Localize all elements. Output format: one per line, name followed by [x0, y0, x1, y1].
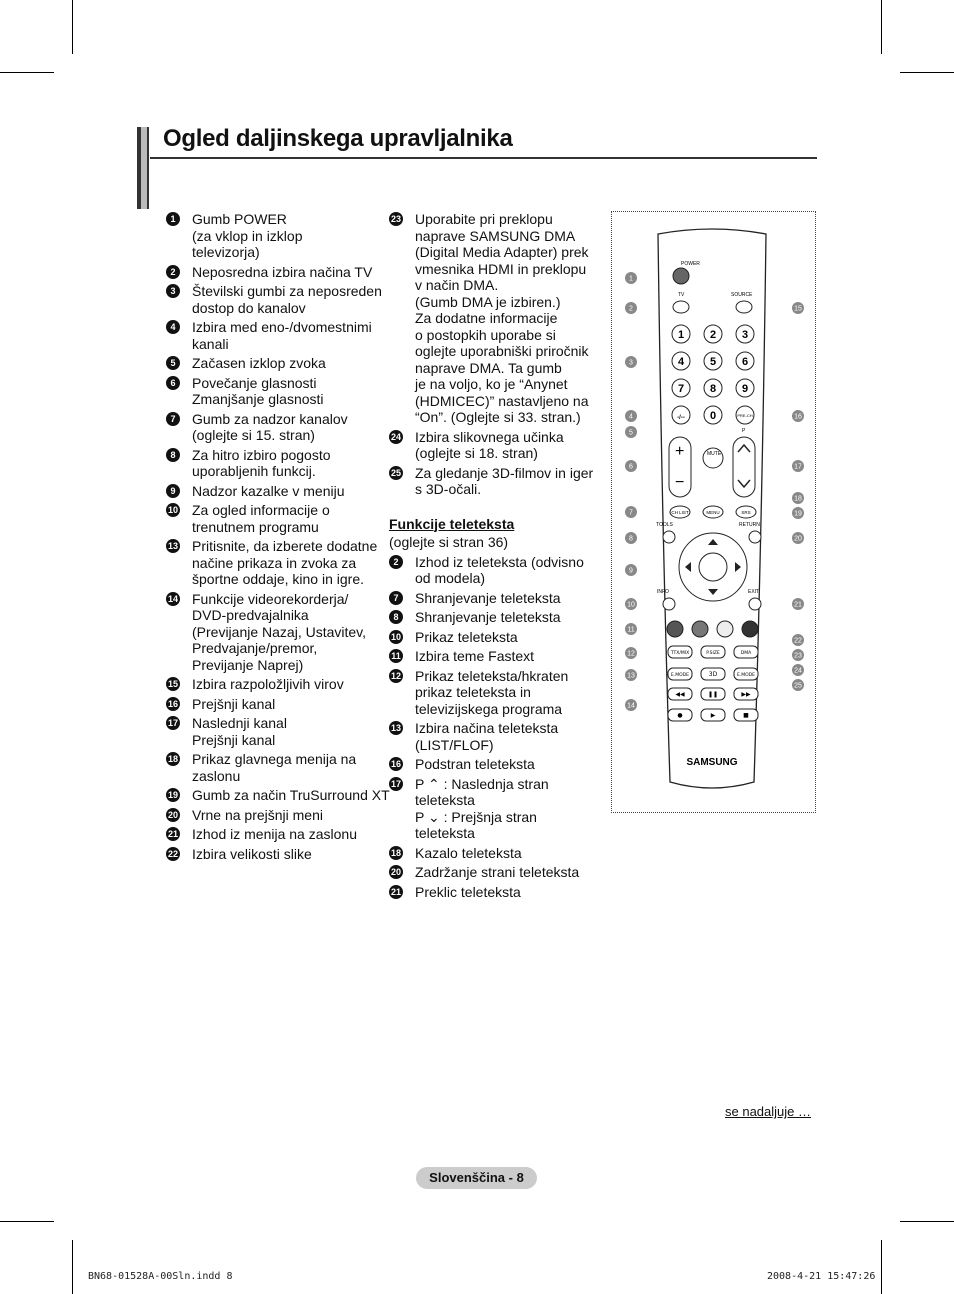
item-number-badge: 8 — [389, 610, 403, 624]
item-number-badge: 24 — [390, 431, 401, 442]
callout-number: 1 — [629, 275, 633, 283]
footer-timestamp: 2008-4-21 15:47:26 — [767, 1271, 876, 1282]
list-item — [389, 864, 604, 881]
mute-label: MUTE — [707, 451, 722, 457]
volume-up-icon: + — [675, 443, 685, 460]
item-number-badge: 2 — [166, 265, 180, 279]
item-number-badge: 9 — [166, 484, 180, 498]
item-text-line: (za vklop in izklop — [192, 227, 303, 244]
info-label: INFO — [657, 589, 669, 595]
callout-number: 8 — [629, 535, 633, 543]
function-label: ■ — [743, 712, 749, 719]
callout-number: 17 — [794, 463, 802, 471]
menu-button-row — [670, 506, 756, 518]
item-text-line: Za dodatne informacije — [415, 310, 558, 326]
crop-mark — [0, 72, 54, 73]
callout-number: 12 — [627, 650, 635, 658]
item-number-badge: 20 — [390, 867, 401, 877]
item-text-line: (HDMICEC)” nastavljeno na — [415, 392, 589, 409]
tv-label: TV — [678, 292, 685, 298]
item-number-badge: 14 — [167, 593, 178, 604]
list-item — [166, 696, 381, 713]
digit-label: 7 — [677, 383, 685, 395]
digit-label: -/-- — [677, 415, 685, 421]
prech-label: PRE-CH — [737, 413, 753, 418]
function-label: ❚❚ — [707, 691, 719, 698]
callout-number: 19 — [794, 510, 802, 518]
volume-down-icon: − — [675, 474, 685, 491]
color-button-red — [667, 621, 683, 637]
item-text-line: Izbira med eno-/dvomestnimi — [192, 319, 372, 335]
digit-label: 1 — [677, 329, 685, 341]
list-item — [166, 846, 381, 863]
callout-number: 9 — [629, 567, 633, 575]
item-number-badge: 13 — [167, 541, 178, 551]
item-text-line: uporabljenih funkcij. — [192, 463, 316, 479]
color-button-yellow — [717, 621, 733, 637]
item-number-badge: 18 — [167, 754, 178, 764]
item-text-line: zaslonu — [192, 767, 241, 784]
callout-number: 23 — [794, 652, 802, 660]
list-item — [166, 715, 381, 748]
item-text-line: televizijskega programa — [415, 700, 563, 717]
item-text-line: Povečanje glasnosti — [192, 374, 317, 391]
item-text-line: Gumb za način TruSurround XT — [192, 787, 390, 803]
function-label: ▶▶ — [741, 691, 751, 698]
item-text-line: (Digital Media Adapter) prek — [415, 244, 589, 260]
item-text-line: Prikaz teleteksta — [415, 628, 518, 645]
item-text-line: Izhod iz teleteksta (odvisno — [415, 553, 584, 570]
callout-number: 16 — [794, 413, 802, 421]
item-text-line: Podstran teleteksta — [415, 756, 535, 772]
item-text-line: kanali — [192, 335, 229, 352]
item-text-line: Za hitro izbiro pogosto — [192, 446, 331, 463]
list-item — [166, 264, 381, 281]
continues-link: se nadaljuje … — [725, 1104, 811, 1119]
item-number-badge: 20 — [167, 809, 178, 820]
item-number-badge: 4 — [166, 320, 180, 334]
item-text-line: televizorja) — [192, 244, 260, 260]
callout-number: 13 — [627, 672, 635, 680]
list-item — [166, 826, 381, 843]
callout-number: 18 — [794, 495, 802, 503]
item-text-line: (Gumb DMA je izbiren.) — [415, 293, 561, 310]
item-text-line: Kazalo teleteksta — [415, 844, 522, 861]
crop-mark — [72, 1240, 73, 1294]
item-text-line: Številski gumbi za neposreden — [192, 283, 382, 299]
digit-label: 2 — [709, 329, 717, 341]
power-label: POWER — [681, 261, 700, 267]
callout-number: 14 — [627, 702, 635, 710]
item-number-badge: 22 — [167, 848, 178, 859]
item-text-line: Zmanjšanje glasnosti — [192, 391, 324, 407]
item-text-line: “On”. (Oglejte si 33. stran.) — [415, 409, 581, 425]
tools-button — [663, 531, 675, 543]
list-item — [166, 676, 381, 693]
item-text-line: Izbira razpoložljivih virov — [192, 676, 344, 692]
item-text-line: Vrne na prejšnji meni — [192, 806, 323, 823]
item-text-line: Uporabite pri preklopu — [415, 211, 553, 227]
enter-button — [699, 553, 727, 581]
item-text-line: Gumb za nadzor kanalov — [192, 410, 348, 427]
item-number-badge: 23 — [390, 214, 401, 224]
function-label: DMA — [740, 651, 752, 656]
list-item — [389, 648, 604, 665]
item-text-line: Za ogled informacije o — [192, 502, 330, 518]
digit-label: 3 — [741, 329, 749, 341]
item-text-line: (LIST/FLOF) — [415, 736, 494, 753]
item-text-line: DVD-predvajalnika — [192, 607, 309, 623]
crop-mark — [900, 1221, 954, 1222]
middle-column — [389, 211, 604, 903]
item-number-badge: 21 — [390, 886, 401, 897]
item-text-line: naprave SAMSUNG DMA — [415, 227, 576, 244]
item-number-badge: 16 — [167, 698, 178, 709]
function-label: ● — [677, 712, 683, 719]
list-item — [166, 751, 381, 784]
item-number-badge: 5 — [166, 356, 180, 370]
list-item — [389, 465, 604, 498]
item-text-line: s 3D-očali. — [415, 481, 482, 497]
item-text-line: Shranjevanje teleteksta — [415, 609, 561, 625]
item-number-badge: 13 — [390, 723, 401, 733]
teletext-section-subtitle: (oglejte si stran 36) — [389, 534, 509, 550]
item-text-line: Preklic teleteksta — [415, 883, 521, 900]
function-label: ◀◀ — [675, 691, 685, 698]
list-item — [166, 787, 390, 804]
list-item — [389, 756, 604, 773]
info-button — [663, 598, 675, 610]
item-text-line: je na voljo, ko je “Anynet — [415, 376, 568, 392]
tools-label: TOOLS — [656, 522, 673, 528]
list-item — [389, 776, 604, 842]
item-text-line: o postopkih uporabe si — [415, 326, 556, 343]
item-text-line: (oglejte si 18. stran) — [415, 445, 538, 461]
item-number-badge: 19 — [167, 790, 178, 800]
list-item — [389, 845, 604, 862]
list-item — [166, 319, 381, 352]
crop-mark — [881, 1240, 882, 1294]
item-number-badge: 25 — [390, 467, 401, 478]
list-item — [389, 720, 604, 753]
item-number-badge: 17 — [390, 778, 401, 789]
item-text-line: Previjanje Naprej) — [192, 656, 304, 673]
item-text-line: prikaz teleteksta in — [415, 684, 531, 700]
item-number-badge: 17 — [167, 718, 178, 728]
callout-number: 2 — [629, 305, 633, 313]
list-item — [389, 609, 604, 626]
item-text-line: Izbira slikovnega učinka — [415, 428, 564, 445]
crop-mark — [881, 0, 882, 54]
digit-label: 0 — [709, 410, 717, 422]
item-number-badge: 10 — [167, 505, 178, 515]
list-item — [166, 411, 381, 444]
item-text-line: Nadzor kazalke v meniju — [192, 482, 345, 499]
title-accent-bar — [137, 127, 149, 209]
digit-label: 5 — [709, 356, 717, 368]
callout-number: 10 — [627, 601, 635, 609]
exit-label: EXIT — [748, 589, 760, 595]
callout-number: 15 — [794, 305, 802, 313]
list-item — [166, 483, 381, 500]
item-text-line: Shranjevanje teleteksta — [415, 589, 561, 606]
item-text-line: P ⌄ : Prejšnja stran — [415, 808, 537, 825]
item-text-line: od modela) — [415, 570, 486, 586]
item-text-line: Za gledanje 3D-filmov in iger — [415, 464, 594, 481]
item-text-line: Funkcije videorekorderja/ — [192, 590, 349, 607]
list-item — [389, 429, 604, 462]
item-text-line: Začasen izklop zvoka — [192, 355, 326, 371]
item-text-line: Naslednji kanal — [192, 715, 287, 731]
callout-number: 7 — [629, 509, 633, 517]
callout-number: 25 — [794, 682, 802, 690]
item-text-line: (Previjanje Nazaj, Ustavitev, — [192, 623, 367, 640]
list-item — [389, 211, 604, 426]
list-item — [389, 590, 604, 607]
crop-mark — [72, 0, 73, 54]
pill-label: SRS — [741, 510, 751, 515]
function-label: E.MODE — [736, 673, 756, 678]
digit-label: 6 — [741, 356, 749, 368]
function-label: P.SIZE — [706, 651, 720, 656]
digit-label: 4 — [677, 356, 685, 368]
source-button — [736, 301, 752, 313]
pill-label: CH LIST — [671, 510, 689, 515]
exit-button — [749, 598, 761, 610]
callout-number: 3 — [629, 359, 633, 367]
function-label: ▶ — [710, 712, 716, 719]
item-text-line: trenutnem programu — [192, 518, 319, 535]
title-rule — [150, 157, 817, 159]
item-text-line: naprave DMA. Ta gumb — [415, 359, 562, 376]
item-text-line: v način DMA. — [415, 277, 499, 293]
item-number-badge: 3 — [166, 284, 180, 298]
item-text-line: Prikaz glavnega menija na — [192, 751, 357, 767]
item-text-line: Prejšnji kanal — [192, 695, 276, 712]
item-number-badge: 6 — [166, 376, 180, 390]
callout-number: 22 — [794, 637, 802, 645]
item-text-line: teleteksta — [415, 792, 475, 808]
item-text-line: Prikaz teleteksta/hkraten — [415, 667, 569, 684]
tv-button — [673, 301, 689, 313]
list-item — [389, 629, 604, 646]
list-item — [166, 211, 381, 261]
item-text-line: Predvajanje/premor, — [192, 640, 318, 656]
return-button — [749, 531, 761, 543]
function-label: E.MODE — [670, 673, 690, 678]
item-number-badge: 1 — [166, 212, 180, 226]
item-text-line: športne oddaje, kino in igre. — [192, 571, 364, 587]
source-label: SOURCE — [731, 292, 753, 298]
remote-control-svg — [612, 212, 815, 812]
list-item — [389, 668, 604, 718]
function-label: TTX/MIX — [670, 651, 690, 656]
item-number-badge: 11 — [389, 649, 403, 663]
color-button-blue — [742, 621, 758, 637]
item-text-line: Izbira velikosti slike — [192, 845, 312, 862]
page-title: Ogled daljinskega upravljalnika — [163, 125, 513, 152]
item-number-badge: 21 — [167, 829, 178, 839]
list-item — [166, 591, 381, 674]
remote-illustration — [611, 211, 816, 813]
item-number-badge: 7 — [166, 412, 180, 426]
pill-label: MENU — [706, 510, 720, 515]
callout-number: 20 — [794, 535, 802, 543]
item-number-badge: 18 — [390, 847, 401, 858]
item-text-line: oglejte uporabniški priročnik — [415, 343, 589, 359]
return-label: RETURN — [739, 522, 760, 528]
item-text-line: Gumb POWER — [192, 211, 287, 227]
item-text-line: Prejšnji kanal — [192, 731, 276, 748]
list-item — [166, 538, 381, 588]
footer-file: BN68-01528A-00Sln.indd 8 — [88, 1271, 233, 1282]
list-item — [166, 447, 381, 480]
digit-label: 8 — [709, 383, 717, 395]
list-item — [166, 502, 381, 535]
teletext-section-title: Funkcije teleteksta — [389, 515, 515, 532]
power-icon — [673, 268, 689, 284]
item-text-line: Neposredna izbira načina TV — [192, 263, 373, 280]
function-label: 3D — [708, 671, 718, 678]
item-text-line: Pritisnite, da izberete dodatne — [192, 538, 378, 554]
item-number-badge: 10 — [390, 631, 401, 642]
page-number: Slovenščina - 8 — [416, 1167, 537, 1189]
item-text-line: (oglejte si 15. stran) — [192, 427, 315, 443]
callout-number: 24 — [794, 667, 802, 675]
callout-number: 11 — [627, 626, 635, 634]
list-item — [166, 283, 381, 316]
item-number-badge: 2 — [389, 555, 403, 569]
list-item — [166, 375, 381, 408]
brand-logo: SAMSUNG — [686, 757, 738, 768]
left-column — [166, 211, 390, 865]
item-text-line: načine prikaza in zvoka za — [192, 554, 357, 571]
item-text-line: vmesnika HDMI in preklopu — [415, 260, 587, 277]
item-number-badge: 7 — [389, 591, 403, 605]
item-text-line: P ⌃ : Naslednja stran — [415, 775, 549, 792]
item-text-line: Izbira načina teleteksta — [415, 720, 559, 736]
callout-number: 4 — [629, 413, 633, 421]
item-text-line: teleteksta — [415, 825, 475, 841]
crop-mark — [900, 72, 954, 73]
channel-label: P — [742, 428, 746, 434]
digit-label: 9 — [741, 383, 749, 395]
item-number-badge: 12 — [390, 670, 401, 681]
callout-number: 5 — [629, 429, 633, 437]
item-text-line: Izbira teme Fastext — [415, 648, 535, 664]
list-item — [389, 884, 604, 901]
color-button-green — [692, 621, 708, 637]
item-text-line: dostop do kanalov — [192, 299, 306, 316]
list-item — [166, 807, 381, 824]
item-number-badge: 8 — [166, 448, 180, 462]
list-item — [166, 355, 381, 372]
callout-number: 6 — [629, 463, 633, 471]
callout-number: 21 — [794, 601, 802, 609]
item-text-line: Izhod iz menija na zaslonu — [192, 826, 357, 842]
item-text-line: Zadržanje strani teleteksta — [415, 864, 580, 880]
crop-mark — [0, 1221, 54, 1222]
list-item — [389, 554, 604, 587]
item-number-badge: 15 — [167, 679, 178, 689]
item-number-badge: 16 — [390, 759, 401, 769]
